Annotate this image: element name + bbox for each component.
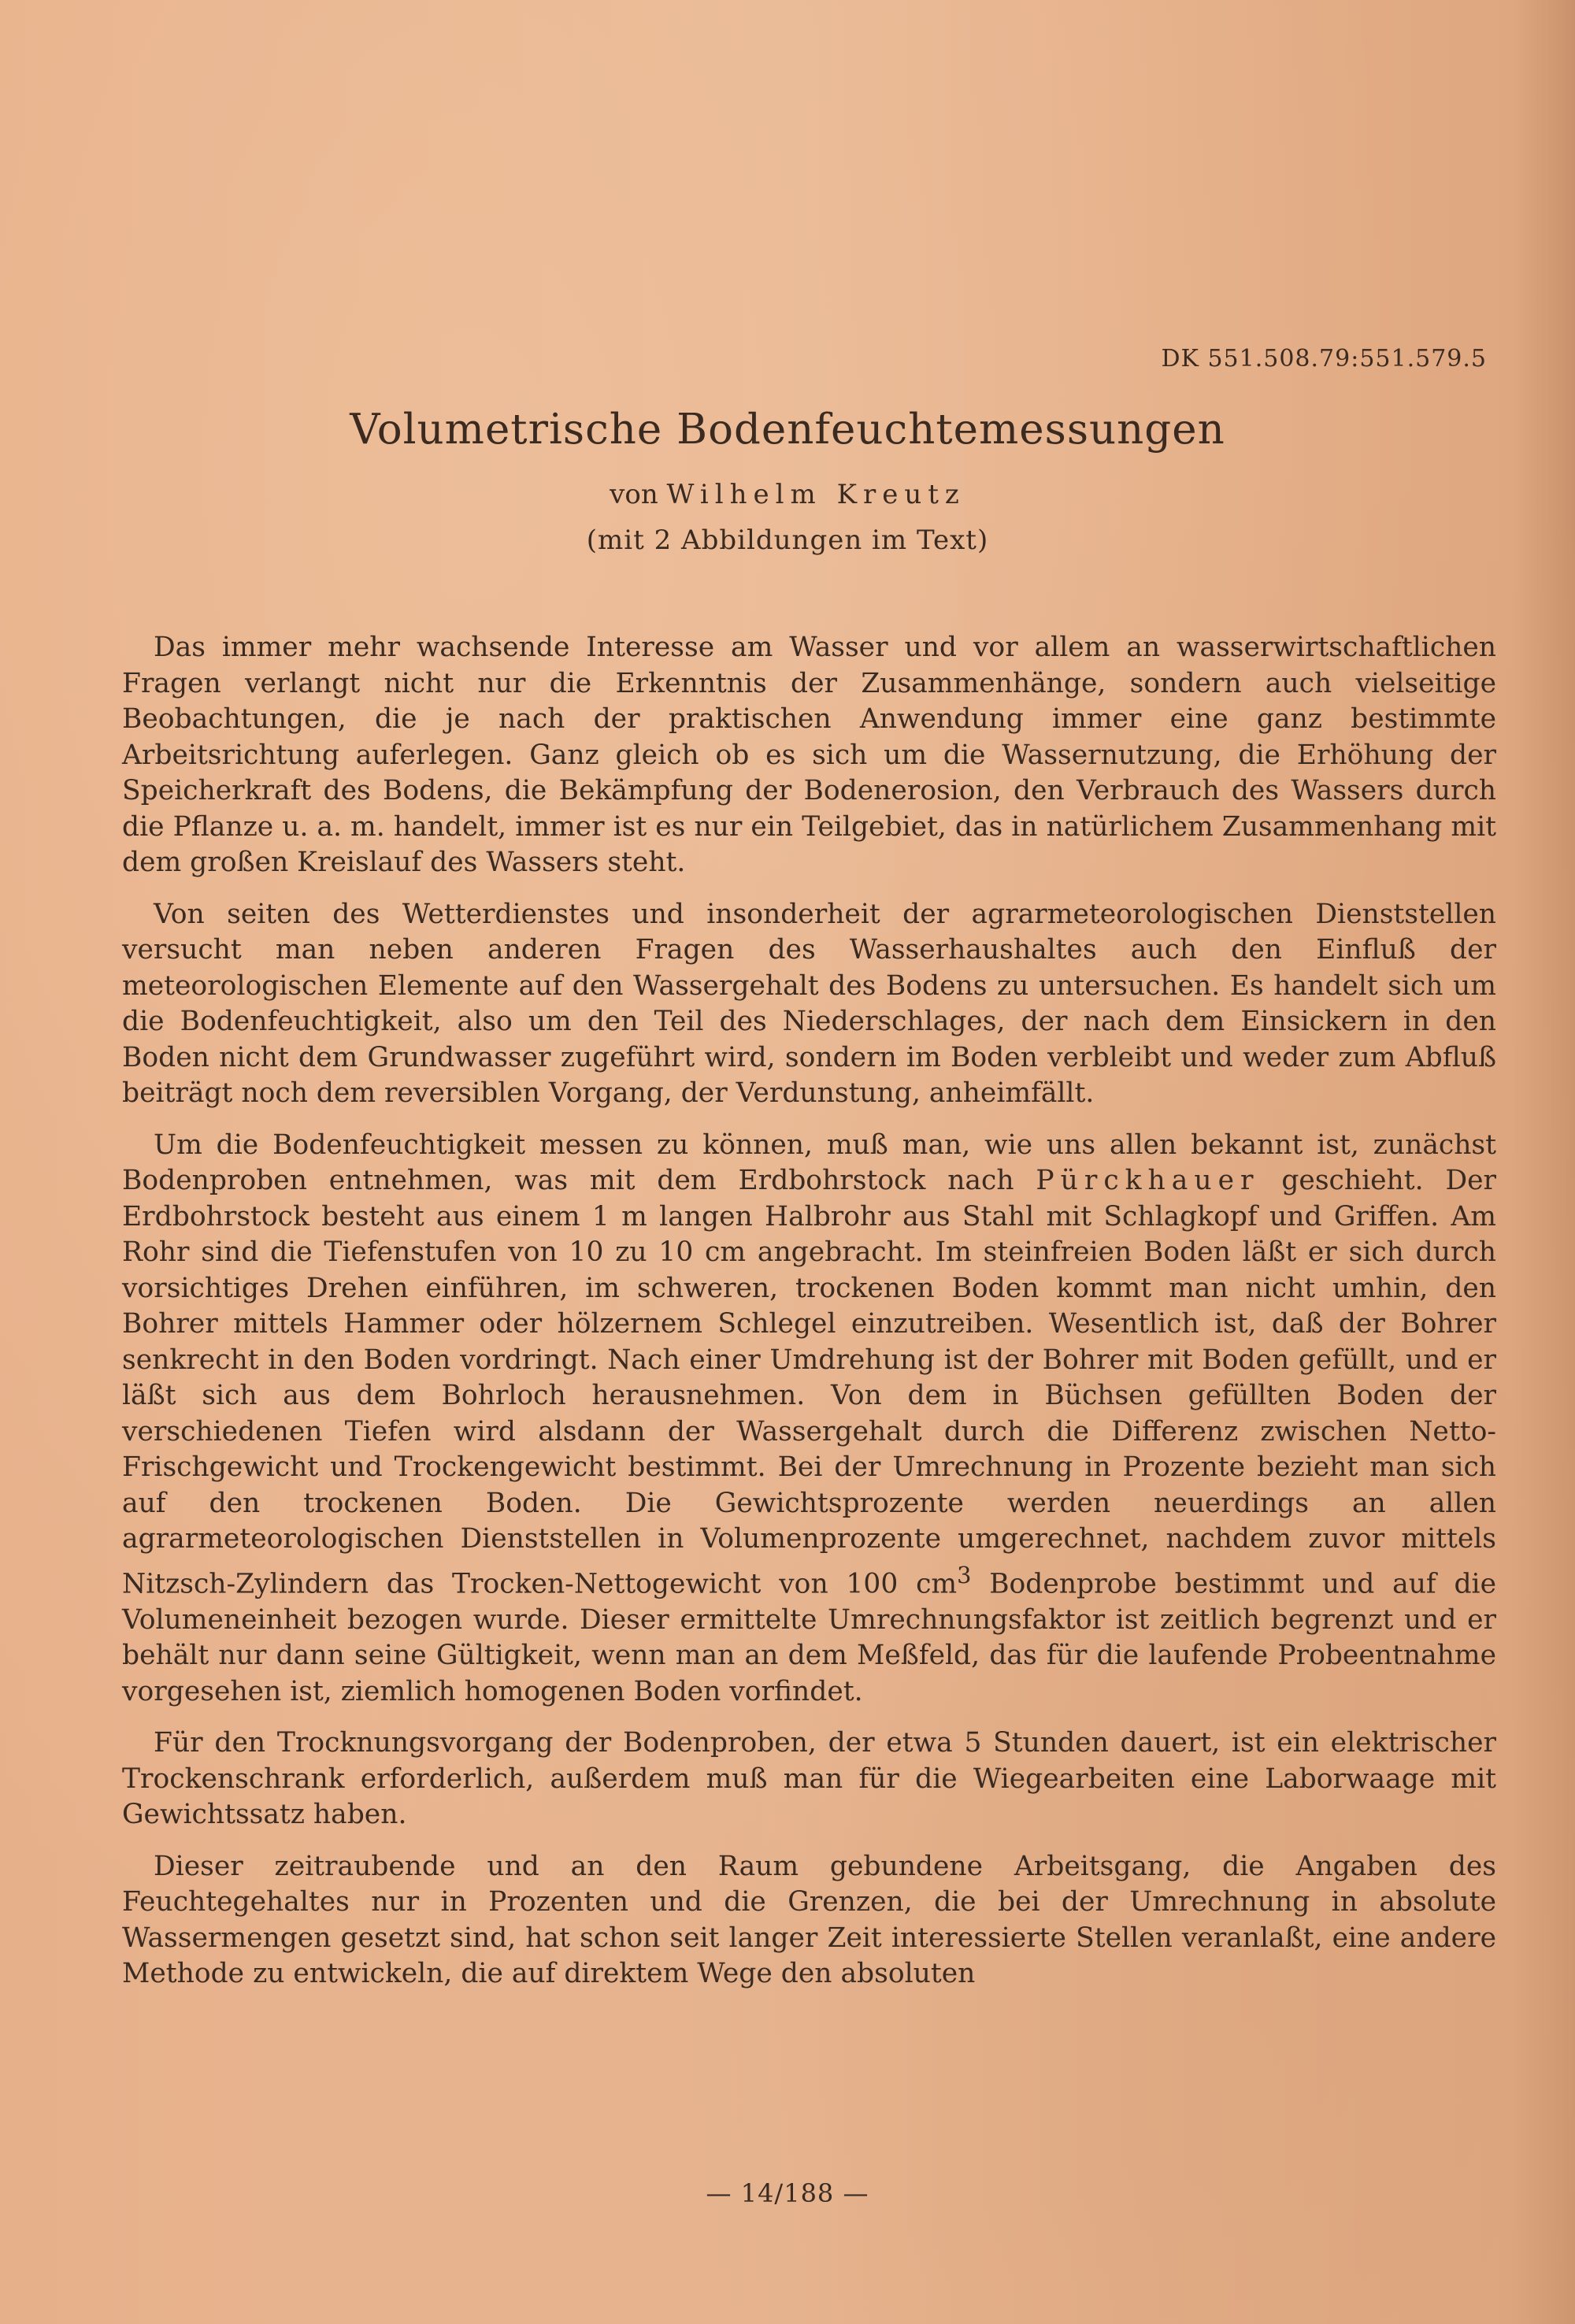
paragraph-5: Dieser zeitraubende und an den Raum gebundene Arbeitsgang, die Angaben des Feuchtegehaltes nur in Prozenten und die Grenzen, die bei der Umrechnung in absolute Wassermengen gesetzt sind, hat schon seit langer Zeit interessierte Stellen veranlaßt, eine andere Methode zu entwickeln, die auf direktem Wege den absoluten	[122, 1850, 1496, 1989]
dk-classification: DK 551.508.79:551.579.5	[1161, 345, 1487, 373]
article-title: Volumetrische Bodenfeuchtemessungen	[350, 406, 1225, 454]
person-name-puerckhauer: Pürckhauer	[1036, 1165, 1260, 1196]
paragraph-4: Für den Trocknungsvorgang der Bodenproben, der etwa 5 Stunden dauert, ist ein elektrischer Trockenschrank erforderlich, außerdem muß man für die Wiegearbeiten eine Laborwaage mit Gewichtssatz haben.	[122, 1727, 1496, 1830]
superscript-3: 3	[957, 1561, 972, 1588]
article-body	[122, 630, 1496, 2008]
paragraph-3-text-c: Bodenprobe bestimmt und auf die Volumeneinheit bezogen wurde. Dieser ermittelte Umrechnungsfaktor ist zeitlich begrenzt und er behält nur dann seine Gültigkeit, wenn man an dem Meßfeld, das für die laufende Probeentnahme vorgesehen ist, ziemlich homogenen Boden vorfindet.	[122, 1568, 1496, 1707]
author-name: Wilhelm Kreutz	[666, 479, 965, 510]
paragraph-3-text-b: geschieht. Der Erdbohrstock besteht aus einem 1 m langen Halbrohr aus Stahl mit Schlagkopf und Griffen. Am Rohr sind die Tiefenstufen von 10 zu 10 cm angebracht. Im steinfreien Boden läßt er sich durch vorsichtiges Drehen einführen, im schweren, trockenen Boden kommt man nicht umhin, den Bohrer mittels Hammer oder hölzernem Schlegel einzutreiben. Wesentlich ist, daß der Bohrer senkrecht in den Boden vordringt. Nach einer Umdrehung ist der Bohrer mit Boden gefüllt, und er läßt sich aus dem Bohrloch herausnehmen. Von dem in Büchsen gefüllten Boden der verschiedenen Tiefen wird alsdann der Wassergehalt durch die Differenz zwischen Netto-Frischgewicht und Trockengewicht bestimmt. Bei der Umrechnung in Prozente bezieht man sich auf den trockenen Boden. Die Gewichtsprozente werden neuerdings an allen agrarmeteorologischen Dienststellen in Volumenprozente umgerechnet, nachdem zuvor mittels Nitzsch-Zylindern das Trocken-Nettogewicht von 100 cm	[122, 1165, 1497, 1599]
article-subtitle: (mit 2 Abbildungen im Text)	[586, 524, 989, 556]
paragraph-1: Das immer mehr wachsende Interesse am Wasser und vor allem an wasserwirtschaftlichen Fragen verlangt nicht nur die Erkenntnis der Zusammenhänge, sondern auch vielseitige Beobachtungen, die je nach der praktischen Anwendung immer eine ganz bestimmte Arbeitsrichtung auferlegen. Ganz gleich ob es sich um die Wassernutzung, die Erhöhung der Speicherkraft des Bodens, die Bekämpfung der Bodenerosion, den Verbrauch des Wassers durch die Pflanze u. a. m. handelt, immer ist es nur ein Teilgebiet, das in natürlichem Zusammenhang mit dem großen Kreislauf des Wassers steht.	[122, 632, 1496, 878]
author-prefix: von	[610, 479, 658, 510]
author-line	[0, 479, 1575, 510]
paragraph-3	[122, 1128, 1496, 1711]
page-number: — 14/188 —	[706, 2178, 869, 2208]
paragraph-3-text-a: Um die Bodenfeuchtigkeit messen zu können, muß man, wie uns allen bekannt ist, zunächst Bodenproben entnehmen, was mit dem Erdbohrstock nach	[122, 1129, 1496, 1196]
paragraph-2: Von seiten des Wetterdienstes und insonderheit der agrarmeteorologischen Dienststellen versucht man neben anderen Fragen des Wasserhaushaltes auch den Einfluß der meteorologischen Elemente auf den Wassergehalt des Bodens zu untersuchen. Es handelt sich um die Bodenfeuchtigkeit, also um den Teil des Niederschlages, der nach dem Einsickern in den Boden nicht dem Grundwasser zugeführt wird, sondern im Boden verbleibt und weder zum Abfluß beiträgt noch dem reversiblen Vorgang, der Verdunstung, anheimfällt.	[122, 898, 1496, 1109]
